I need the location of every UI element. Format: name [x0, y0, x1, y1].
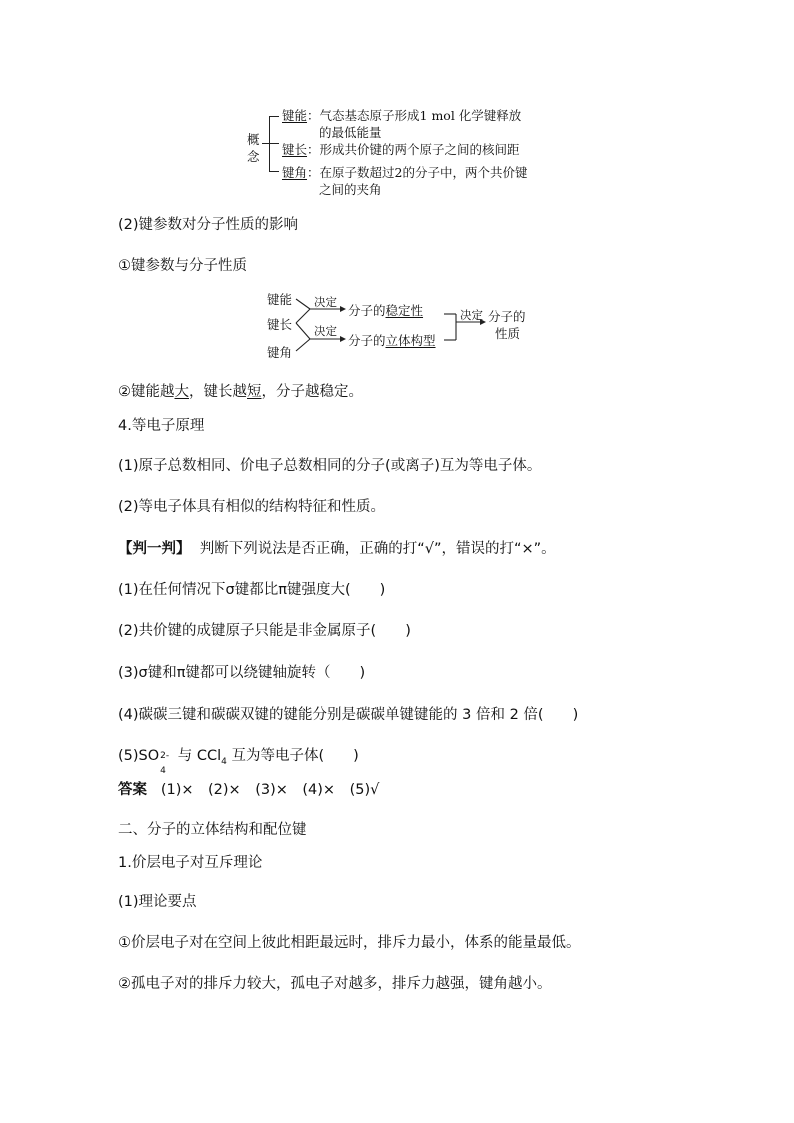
mid-structure: 分子的立体构型	[348, 333, 436, 348]
concept-label-b: 念	[247, 149, 260, 164]
question-5: (5)SO 2- 4 与 CCl$_4$ 互为等电子体( )	[118, 748, 359, 776]
theory-points-heading: (1)理论要点	[118, 894, 197, 910]
param-bond-length: 键长	[267, 317, 293, 332]
question-1: (1)在任何情况下σ键都比π键强度大( )	[118, 582, 386, 598]
paragraph-4-2: (2)等电子体具有相似的结构特征和性质。	[118, 499, 386, 515]
param-bond-energy: 键能	[267, 292, 293, 307]
concept-item-bond-energy-cont: 的最低能量	[319, 125, 382, 140]
question-2: (2)共价键的成键原子只能是非金属原子( )	[118, 623, 411, 639]
judge-instruction: 【判一判】 判断下列说法是否正确，正确的打“√”，错误的打“×”。	[118, 541, 556, 557]
question-4: (4)碳碳三键和碳碳双键的键能分别是碳碳单键键能的 3 倍和 2 倍( )	[118, 707, 579, 723]
subheading-2: ②键能越大，键长越短，分子越稳定。	[118, 384, 363, 400]
arrow-label-2: 决定	[314, 324, 337, 338]
arrow-label-3: 决定	[460, 308, 483, 322]
heading-vsepr: 1.价层电子对互斥理论	[118, 855, 263, 871]
theory-point-1: ①价层电子对在空间上彼此相距最远时，排斥力最小，体系的能量最低。	[118, 935, 581, 951]
section-two-heading: 二、分子的立体结构和配位键	[118, 822, 307, 838]
theory-point-2: ②孤电子对的排斥力较大，孤电子对越多，排斥力越强，键角越小。	[118, 976, 552, 992]
concept-label-a: 概	[247, 132, 260, 147]
concept-item-bond-length: 键长：形成共价键的两个原子之间的核间距	[282, 142, 520, 157]
concept-item-bond-angle: 键角：在原子数超过2的分子中，两个共价键	[282, 165, 528, 180]
result-line-1: 分子的	[488, 309, 526, 324]
concept-item-bond-angle-cont: 之间的夹角	[319, 182, 382, 197]
param-bond-angle: 键角	[267, 345, 293, 360]
paragraph-4-1: (1)原子总数相同、价电子总数相同的分子(或离子)互为等电子体。	[118, 458, 542, 474]
mid-stability: 分子的稳定性	[348, 303, 424, 318]
arrow-label-1: 决定	[314, 295, 337, 309]
subheading-1: ①键参数与分子性质	[118, 258, 247, 274]
question-3: (3)σ键和π键都可以绕键轴旋转（ )	[118, 665, 366, 681]
heading-4: 4.等电子原理	[118, 418, 205, 434]
concept-item-bond-energy: 键能：气态基态原子形成1 mol 化学键释放	[282, 108, 522, 123]
result-line-2: 性质	[495, 326, 521, 341]
answer-line: 答案 (1)× (2)× (3)× (4)× (5)√	[118, 782, 380, 798]
section-2-heading: (2)键参数对分子性质的影响	[118, 217, 299, 233]
